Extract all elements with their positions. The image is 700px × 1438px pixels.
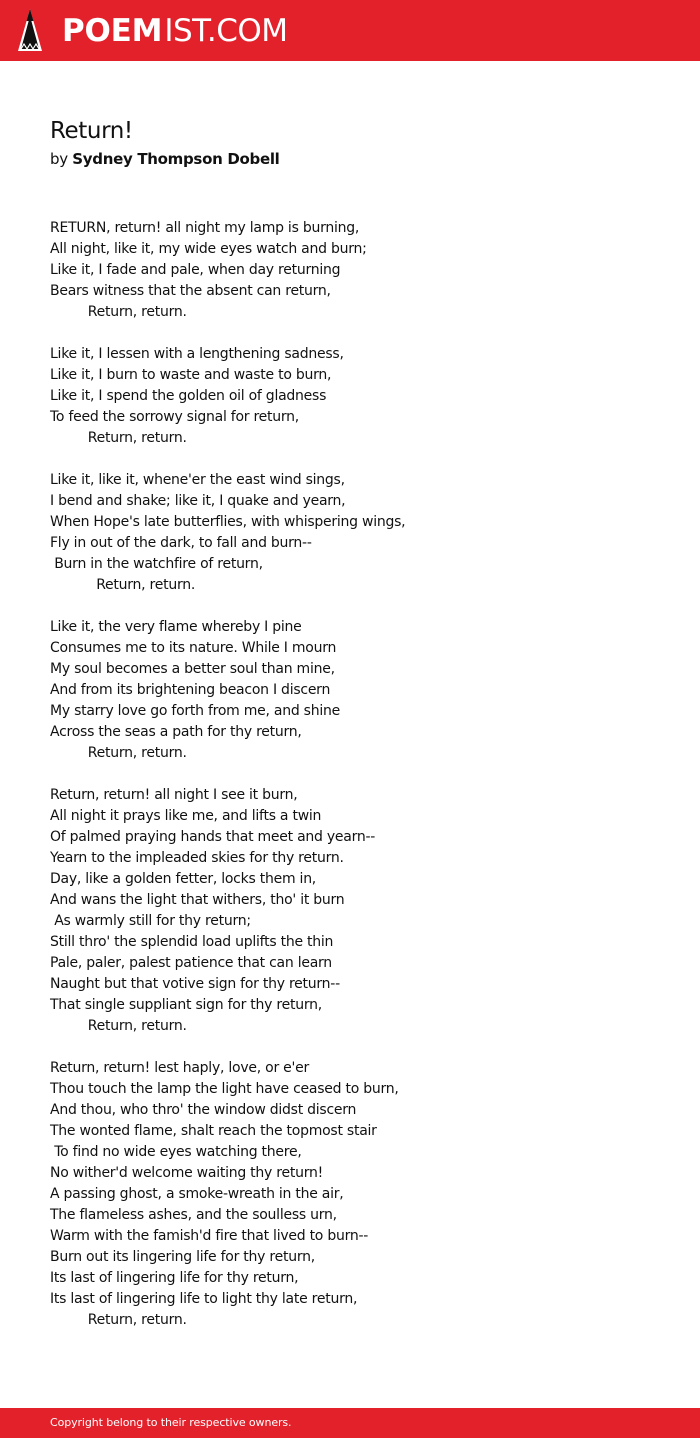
stanza-break [50, 449, 670, 470]
poem-line: No wither'd welcome waiting thy return! [50, 1165, 323, 1181]
poem-author: Sydney Thompson Dobell [72, 150, 280, 168]
site-header [0, 0, 700, 61]
poem-line: When Hope's late butterflies, with whispering wings, [50, 514, 406, 530]
site-logo[interactable] [62, 10, 288, 52]
poem-line: Return, return! all night I see it burn, [50, 787, 298, 803]
poem-line: The wonted flame, shalt reach the topmost stair [50, 1123, 377, 1139]
poem-line: Yearn to the impleaded skies for thy return. [50, 850, 344, 866]
poem-line: Like it, the very flame whereby I pine [50, 619, 302, 635]
stanza-break [50, 1037, 670, 1058]
stanza-break [50, 323, 670, 344]
poem-line: Its last of lingering life for thy return, [50, 1270, 299, 1286]
poem-byline [50, 149, 280, 169]
poem-line: Of palmed praying hands that meet and yearn-- [50, 829, 376, 845]
poem-line: My starry love go forth from me, and shine [50, 703, 340, 719]
poem-line: Like it, I burn to waste and waste to burn, [50, 367, 332, 383]
poem-line: Return, return. [50, 745, 187, 761]
poem-line: That single suppliant sign for thy return, [50, 997, 322, 1013]
site-footer [0, 1408, 700, 1438]
poem-line: The flameless ashes, and the soulless urn, [50, 1207, 337, 1223]
poem-line: And from its brightening beacon I discern [50, 682, 331, 698]
poem-line: A passing ghost, a smoke-wreath in the air, [50, 1186, 344, 1202]
poem-line: To feed the sorrowy signal for return, [50, 409, 299, 425]
poem-line: To find no wide eyes watching there, [50, 1144, 302, 1160]
poem-line: All night, like it, my wide eyes watch and burn; [50, 241, 367, 257]
poem-title: Return! [50, 118, 133, 144]
poem-line: As warmly still for thy return; [50, 913, 251, 929]
poem-line: And thou, who thro' the window didst discern [50, 1102, 357, 1118]
poem-line: Return, return. [50, 304, 187, 320]
poem-line: And wans the light that withers, tho' it burn [50, 892, 345, 908]
poem-line: Day, like a golden fetter, locks them in, [50, 871, 317, 887]
logo-bold-text: POEM [62, 13, 163, 49]
poem-line: Return, return! lest haply, love, or e'er [50, 1060, 309, 1076]
poem-line: Warm with the famish'd fire that lived to burn-- [50, 1228, 369, 1244]
poem-line: Naught but that votive sign for thy return-- [50, 976, 340, 992]
poem-line: Thou touch the lamp the light have ceased to burn, [50, 1081, 399, 1097]
poem-line: Return, return. [50, 430, 187, 446]
by-label: by [50, 150, 68, 168]
poem-line: Across the seas a path for thy return, [50, 724, 302, 740]
poem-line: Pale, paler, palest patience that can learn [50, 955, 332, 971]
poem-line: I bend and shake; like it, I quake and yearn, [50, 493, 346, 509]
stanza-break [50, 596, 670, 617]
pencil-logo-icon[interactable] [18, 9, 42, 51]
poem-line: Return, return. [50, 577, 196, 593]
poem-line: Like it, like it, whene'er the east wind sings, [50, 472, 345, 488]
poem-line: Like it, I spend the golden oil of gladness [50, 388, 327, 404]
poem-line: Burn in the watchfire of return, [50, 556, 263, 572]
footer-copyright: Copyright belong to their respective owners. [50, 1416, 292, 1429]
poem-line: Like it, I lessen with a lengthening sadness, [50, 346, 344, 362]
logo-light-text: IST.COM [164, 13, 288, 49]
poem-line: Return, return. [50, 1312, 187, 1328]
poem-line: Fly in out of the dark, to fall and burn-- [50, 535, 312, 551]
poem-line: Consumes me to its nature. While I mourn [50, 640, 337, 656]
poem-line: My soul becomes a better soul than mine, [50, 661, 335, 677]
poem-line: Still thro' the splendid load uplifts the thin [50, 934, 334, 950]
poem-body [50, 218, 670, 1331]
poem-line: Its last of lingering life to light thy late return, [50, 1291, 358, 1307]
poem-line: Like it, I fade and pale, when day returning [50, 262, 341, 278]
poem-line: Burn out its lingering life for thy return, [50, 1249, 315, 1265]
poem-line: All night it prays like me, and lifts a twin [50, 808, 322, 824]
poem-line: Return, return. [50, 1018, 187, 1034]
stanza-break [50, 764, 670, 785]
poem-line: RETURN, return! all night my lamp is burning, [50, 220, 360, 236]
poem-line: Bears witness that the absent can return, [50, 283, 331, 299]
